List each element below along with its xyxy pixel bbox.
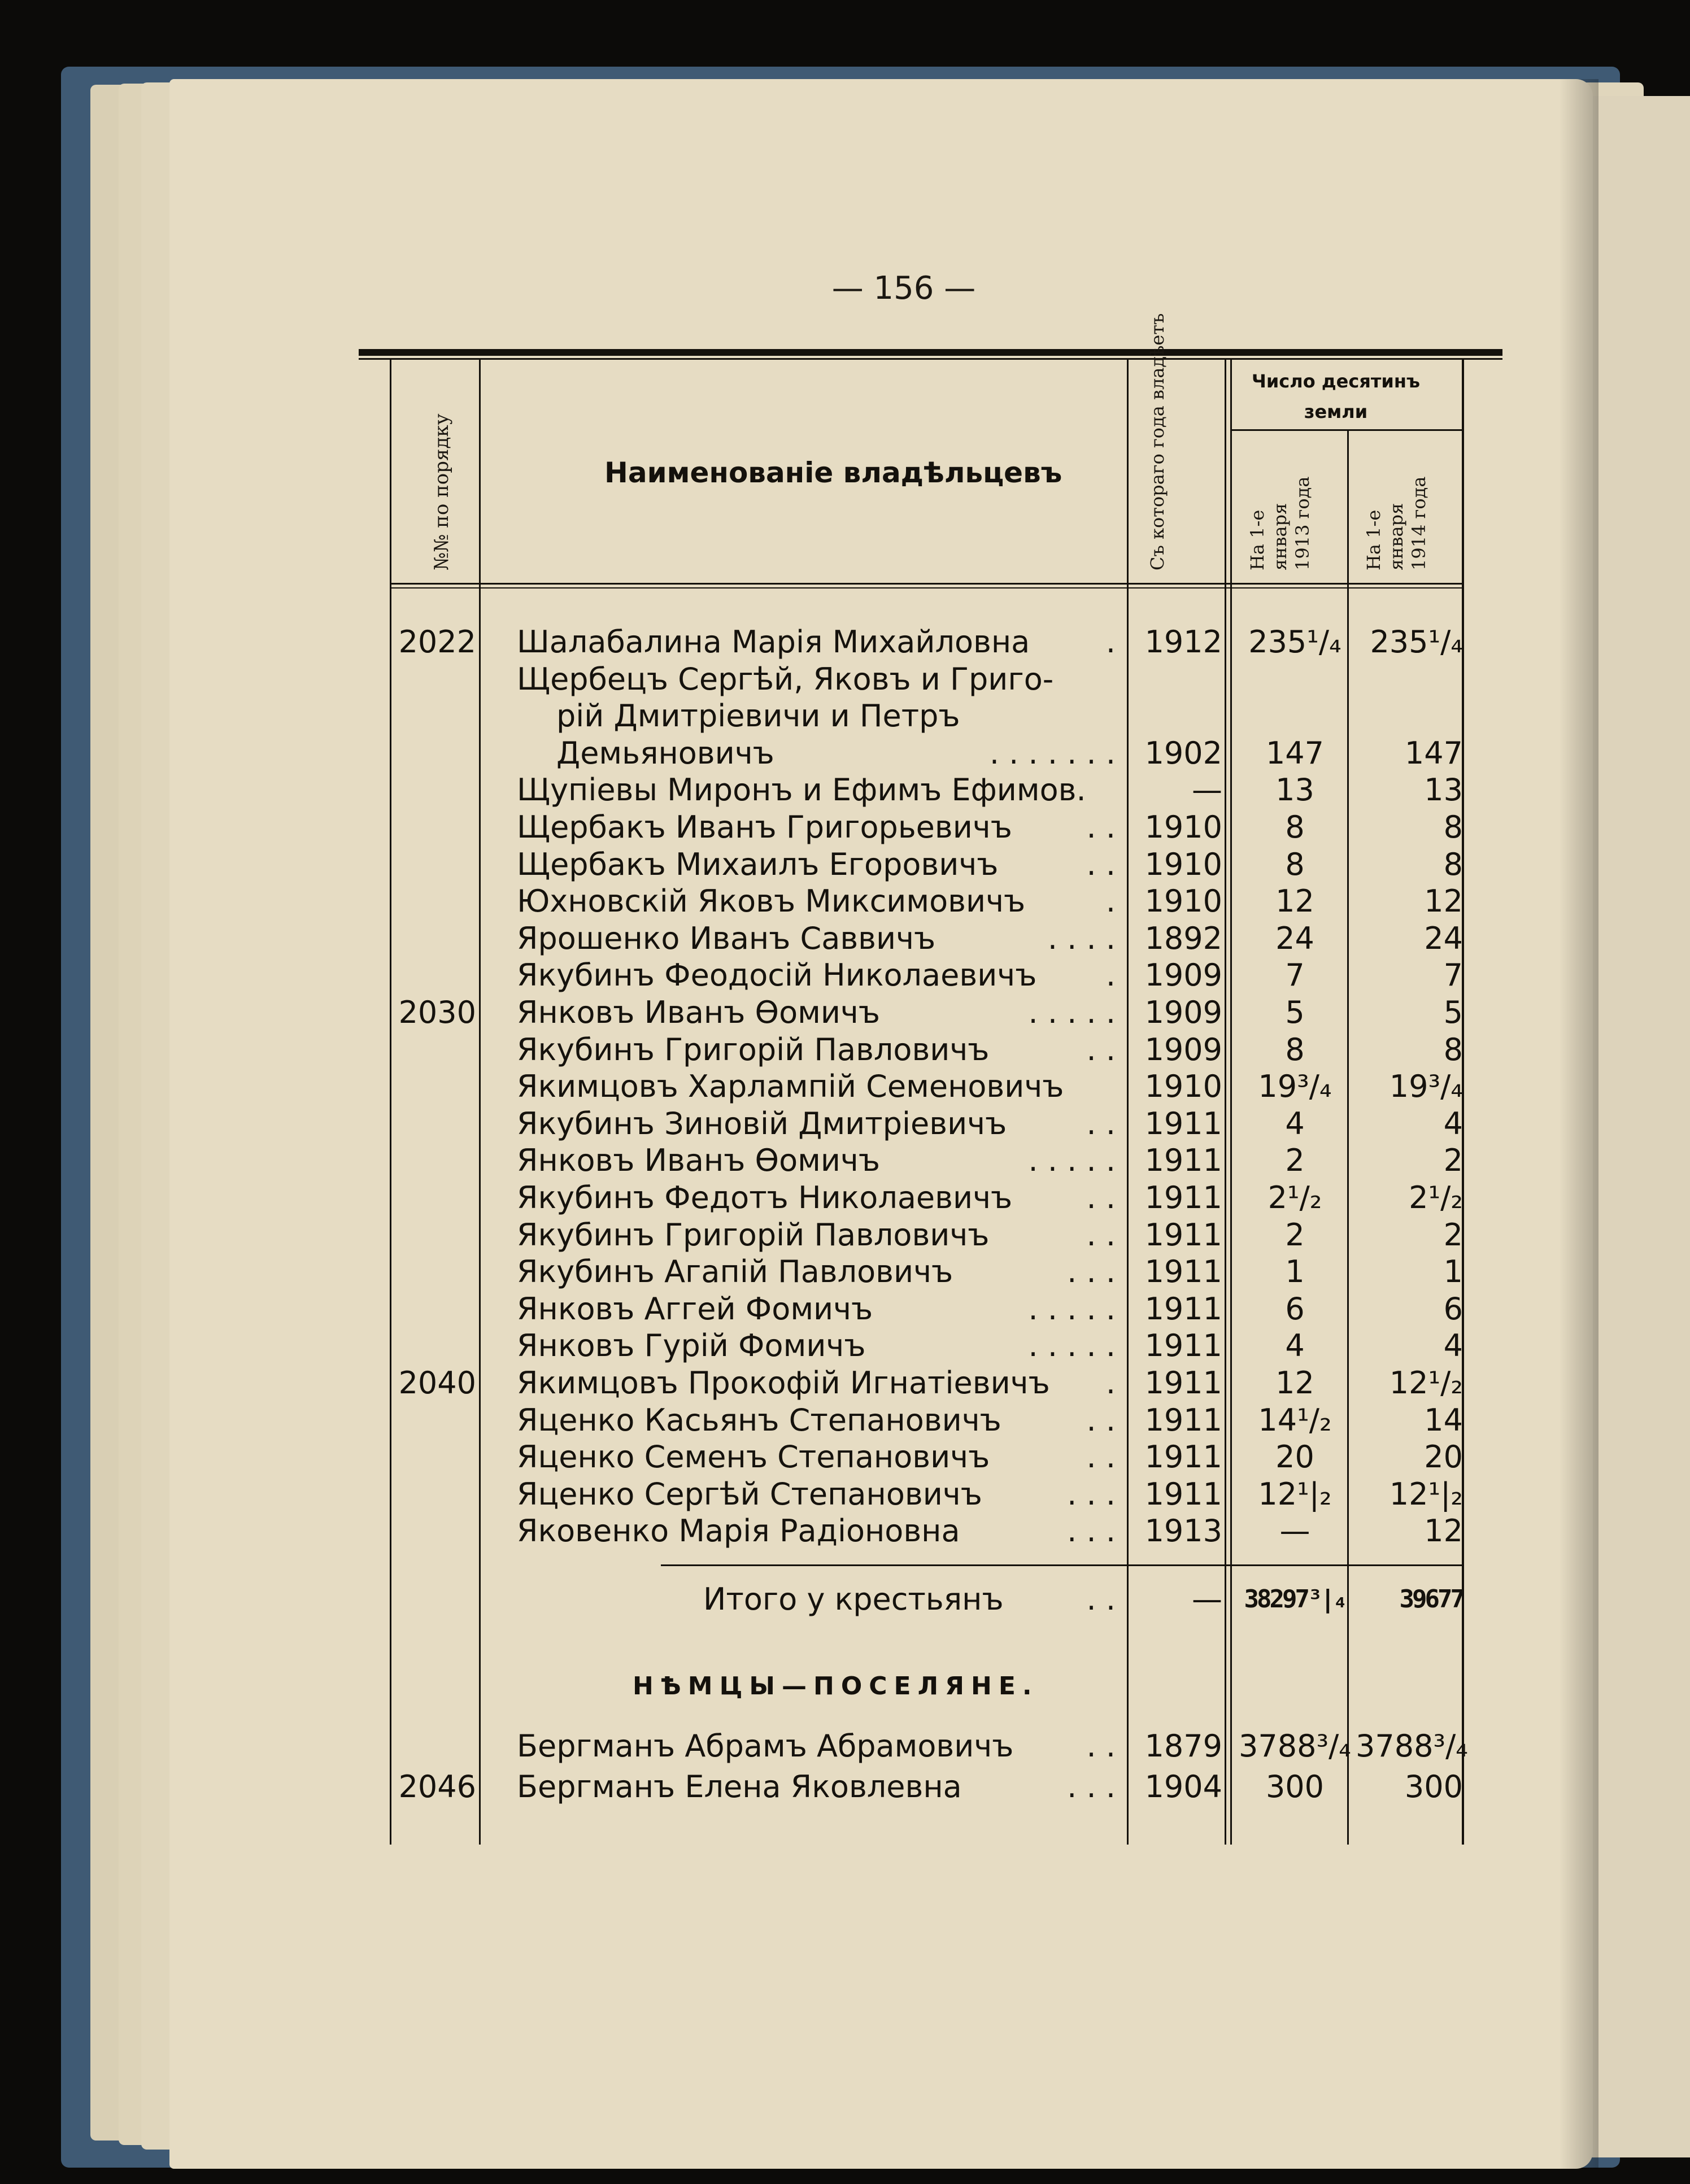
desyatin-1913: 12 [1275, 883, 1314, 919]
desyatin-1914: 3788³/₄ [1356, 1728, 1468, 1764]
desyatin-1913: 4 [1285, 1106, 1305, 1141]
row-number: 2030 [398, 995, 476, 1030]
since-year: 1911 [1144, 1365, 1222, 1401]
header-jan-1914: На 1-е января 1914 года [1363, 476, 1430, 570]
desyatin-1913: 12 [1275, 1365, 1314, 1401]
desyatin-1913: 6 [1285, 1291, 1305, 1327]
since-year: 1904 [1144, 1769, 1222, 1804]
leader-dots: . . . . . [1028, 1143, 1116, 1178]
header-desyatin-group: Число десятинъ земли [1252, 370, 1420, 422]
since-year: 1902 [1144, 735, 1222, 771]
desyatin-1913: 300 [1265, 1769, 1325, 1804]
desyatin-1913: 147 [1265, 735, 1325, 771]
desyatin-1914: 24 [1424, 921, 1463, 956]
desyatin-1913: 8 [1285, 847, 1305, 882]
desyatin-1914: 20 [1424, 1439, 1463, 1475]
table-left-border [390, 359, 391, 1845]
owner-name: Янковъ Иванъ Ѳомичъ [517, 1143, 880, 1178]
since-year: 1911 [1144, 1254, 1222, 1289]
desyatin-1914: 300 [1404, 1769, 1463, 1804]
leader-dots: . . . . . . . [989, 735, 1116, 771]
desyatin-1913: — [1279, 1513, 1310, 1549]
owner-name: Яценко Семенъ Степановичъ [517, 1439, 990, 1475]
leader-dots: . . . [1067, 1476, 1116, 1512]
table-top-rule-thin [359, 358, 1502, 360]
owner-name: Якимцовъ Харлампій Семеновичъ [517, 1069, 1064, 1104]
leader-dots: . . [1086, 1402, 1116, 1438]
desyatin-1914: 8 [1443, 1032, 1463, 1067]
header-num: №№ по порядку [430, 413, 453, 570]
since-year: 1911 [1144, 1143, 1222, 1178]
leader-dots: . [1105, 883, 1116, 919]
desyatin-1914: 4 [1443, 1328, 1463, 1363]
since-year: 1911 [1144, 1217, 1222, 1253]
owner-name: Якубинъ Зиновій Дмитріевичъ [517, 1106, 1007, 1141]
leader-dots: . . . [1067, 1769, 1116, 1804]
since-year: 1910 [1144, 1069, 1222, 1104]
owner-name: Щербецъ Сергѣй, Яковъ и Григо- [517, 661, 1054, 697]
desyatin-1913: 24 [1275, 921, 1314, 956]
desyatin-1914: 8 [1443, 847, 1463, 882]
total-year: — [1192, 1581, 1222, 1617]
total-1913: 38297³|₄ [1244, 1585, 1346, 1614]
owner-name: Яценко Сергѣй Степановичъ [517, 1476, 982, 1512]
owner-name: Якубинъ Агапій Павловичъ [517, 1254, 953, 1289]
since-year: 1912 [1144, 624, 1222, 660]
desyatin-1914: 2 [1443, 1143, 1463, 1178]
desyatin-1913: 4 [1285, 1328, 1305, 1363]
owner-name: Ярошенко Иванъ Саввичъ [517, 921, 936, 956]
header-bottom-rule-2 [390, 587, 1463, 588]
desyatin-1913: 2 [1285, 1143, 1305, 1178]
leader-dots: . . . . . [1028, 995, 1116, 1030]
desyatin-1914: 12¹|₂ [1389, 1476, 1463, 1512]
owner-name: Якубинъ Феодосій Николаевичъ [517, 957, 1037, 993]
leader-dots: . [1105, 1365, 1116, 1401]
header-owner-name: Наименованіе владѣльцевъ [604, 456, 1062, 489]
leader-dots: . . [1086, 1728, 1116, 1764]
desyatin-1914: 12 [1424, 883, 1463, 919]
since-year: 1911 [1144, 1328, 1222, 1363]
owner-name: Якимцовъ Прокофій Игнатіевичъ [517, 1365, 1050, 1401]
col-divider-num [479, 359, 481, 1845]
header-bottom-rule [390, 583, 1463, 585]
owner-name: Янковъ Аггей Фомичъ [517, 1291, 873, 1327]
desyatin-1914: 13 [1424, 772, 1463, 808]
since-year: 1909 [1144, 957, 1222, 993]
desyatin-1914: 5 [1443, 995, 1463, 1030]
desyatin-1913: 5 [1285, 995, 1305, 1030]
since-year: 1910 [1144, 883, 1222, 919]
section-title: НѢМЦЫ—ПОСЕЛЯНЕ. [633, 1672, 1039, 1701]
since-year: 1910 [1144, 847, 1222, 882]
owner-name: Янковъ Иванъ Ѳомичъ [517, 995, 880, 1030]
facing-page [1587, 96, 1690, 2157]
desyatin-1914: 8 [1443, 809, 1463, 845]
spine-shadow [1559, 79, 1598, 2169]
page-number: — 156 — [831, 270, 976, 307]
leader-dots: . . [1086, 1106, 1116, 1141]
leader-dots: . . . [1067, 1254, 1116, 1289]
since-year: 1892 [1144, 921, 1222, 956]
owner-name: Щупіевы Миронъ и Ефимъ Ефимов. [517, 772, 1086, 808]
owner-name: Юхновскій Яковъ Миксимовичъ [517, 883, 1026, 919]
leader-dots: . . [1086, 809, 1116, 845]
col-divider-name [1127, 359, 1129, 1845]
leader-dots: . [1105, 624, 1116, 660]
since-year: 1911 [1144, 1402, 1222, 1438]
header-jan-1913: На 1-е января 1913 года [1247, 476, 1313, 570]
desyatin-1914: 2 [1443, 1217, 1463, 1253]
desyatin-1913: 12¹|₂ [1258, 1476, 1332, 1512]
desyatin-1914: 12 [1424, 1513, 1463, 1549]
leader-dots: . [1105, 957, 1116, 993]
leader-dots: . . [1086, 1217, 1116, 1253]
leader-dots: . . [1086, 1581, 1116, 1617]
owner-name: Яковенко Марія Радіоновна [517, 1513, 960, 1549]
owner-name: Якубинъ Григорій Павловичъ [517, 1032, 990, 1067]
desyatin-1914: 4 [1443, 1106, 1463, 1141]
table-top-rule [359, 349, 1502, 356]
desyatin-1914: 7 [1443, 957, 1463, 993]
owner-name: Бергманъ Елена Яковлевна [517, 1769, 962, 1804]
leader-dots: . . . . [1047, 921, 1116, 956]
desyatin-1913: 235¹/₄ [1248, 624, 1341, 660]
leader-dots: . . . [1067, 1513, 1116, 1549]
owner-name: Демьяновичъ [556, 735, 774, 771]
desyatin-1913: 20 [1275, 1439, 1314, 1475]
desyatin-1913: 13 [1275, 772, 1314, 808]
desyatin-1914: 2¹/₂ [1409, 1180, 1463, 1215]
desyatin-1913: 8 [1285, 809, 1305, 845]
desyatin-1914: 19³/₄ [1389, 1069, 1463, 1104]
desyatin-1914: 14 [1424, 1402, 1463, 1438]
owner-name: Якубинъ Федотъ Николаевичъ [517, 1180, 1013, 1215]
owner-name: Бергманъ Абрамъ Абрамовичъ [517, 1728, 1014, 1764]
desyatin-1913: 2¹/₂ [1268, 1180, 1322, 1215]
since-year: 1911 [1144, 1439, 1222, 1475]
owner-name: Якубинъ Григорій Павловичъ [517, 1217, 990, 1253]
total-label: Итого у крестьянъ [703, 1581, 1004, 1617]
desyatin-1914: 6 [1443, 1291, 1463, 1327]
since-year: 1909 [1144, 995, 1222, 1030]
owner-name: Яценко Касьянъ Степановичъ [517, 1402, 1001, 1438]
leader-dots: . . . . . [1028, 1291, 1116, 1327]
row-number: 2040 [398, 1365, 476, 1401]
desyatin-1914: 1 [1443, 1254, 1463, 1289]
desyatin-1913: 1 [1285, 1254, 1305, 1289]
since-year: 1911 [1144, 1476, 1222, 1512]
since-year: 1911 [1144, 1106, 1222, 1141]
since-year: 1911 [1144, 1291, 1222, 1327]
col-divider-year [1225, 359, 1226, 1845]
owner-name: Щербакъ Михаилъ Егоровичъ [517, 847, 999, 882]
owner-name: Щербакъ Иванъ Григорьевичъ [517, 809, 1012, 845]
since-year: 1911 [1144, 1180, 1222, 1215]
owner-name: Янковъ Гурій Фомичъ [517, 1328, 866, 1363]
header-since-year: Съ котораго года владѣетъ [1147, 313, 1168, 570]
col-divider-year-double [1230, 359, 1232, 1845]
total-rule [661, 1564, 1463, 1566]
leader-dots: . . [1086, 1032, 1116, 1067]
desyatin-1914: 235¹/₄ [1370, 624, 1463, 660]
desyatin-1913: 8 [1285, 1032, 1305, 1067]
row-number: 2046 [398, 1769, 476, 1804]
desyatin-1913: 19³/₄ [1258, 1069, 1332, 1104]
row-number: 2022 [398, 624, 476, 660]
leader-dots: . . . . . [1028, 1328, 1116, 1363]
desyatin-1914: 12¹/₂ [1389, 1365, 1463, 1401]
desyatin-1913: 3788³/₄ [1239, 1728, 1351, 1764]
group-header-rule [1230, 429, 1462, 431]
since-year: 1879 [1144, 1728, 1222, 1764]
owner-name: рій Дмитріевичи и Петръ [556, 698, 960, 734]
since-year: 1909 [1144, 1032, 1222, 1067]
total-1914: 39677 [1399, 1585, 1463, 1614]
leader-dots: . . [1086, 1180, 1116, 1215]
desyatin-1913: 7 [1285, 957, 1305, 993]
desyatin-1913: 2 [1285, 1217, 1305, 1253]
desyatin-1914: 147 [1404, 735, 1463, 771]
since-year: 1913 [1144, 1513, 1222, 1549]
desyatin-1913: 14¹/₂ [1258, 1402, 1332, 1438]
since-year: 1910 [1144, 809, 1222, 845]
leader-dots: . . [1086, 847, 1116, 882]
leader-dots: . . [1086, 1439, 1116, 1475]
since-year: — [1192, 772, 1222, 808]
owner-name: Шалабалина Марія Михайловна [517, 624, 1030, 660]
